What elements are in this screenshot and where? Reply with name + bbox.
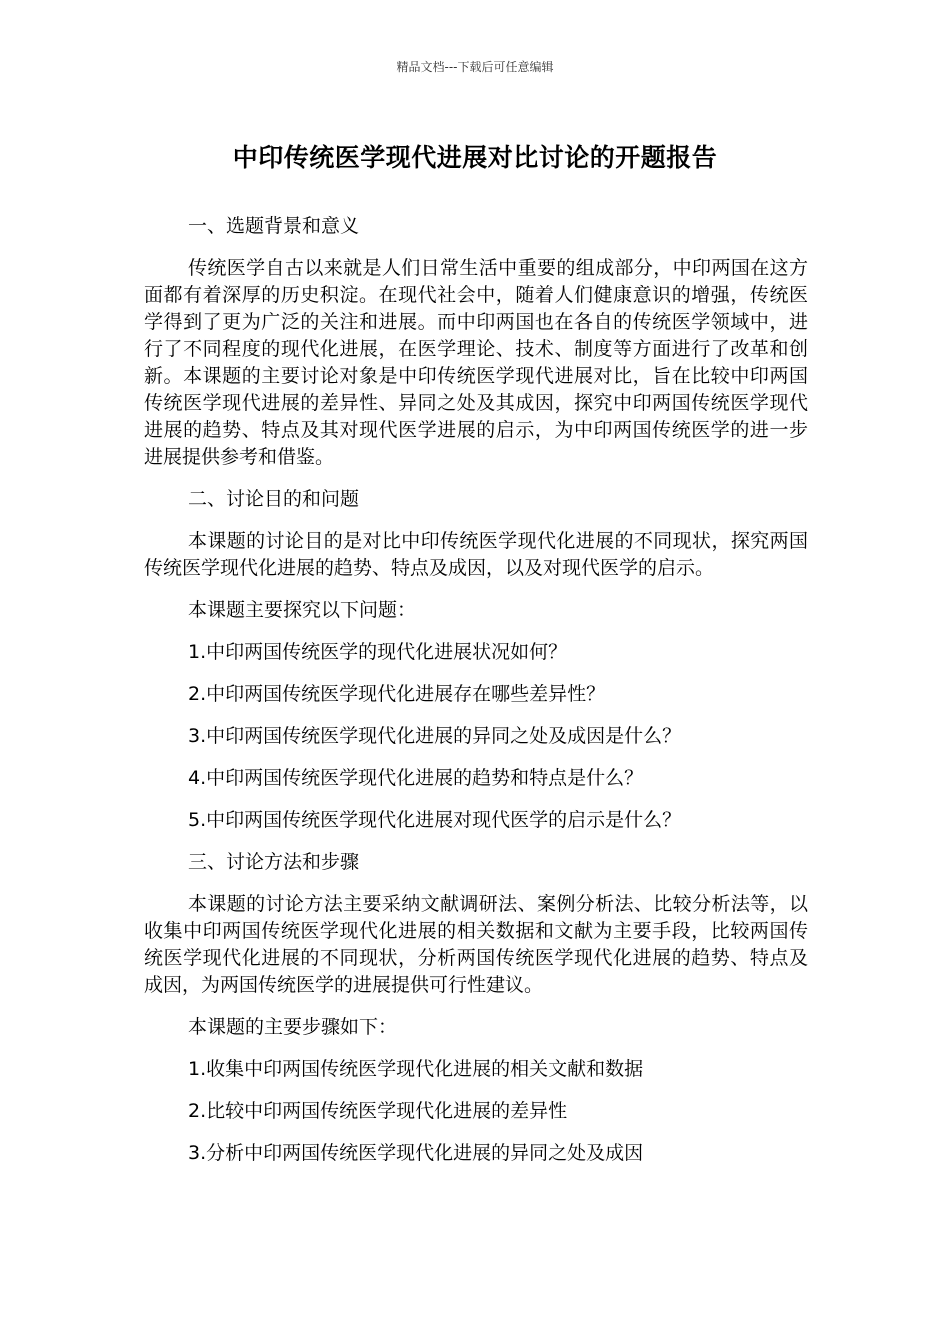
section-heading: 一、选题背景和意义 bbox=[188, 215, 360, 237]
document-body bbox=[144, 213, 808, 1182]
body-paragraph: 本课题的讨论方法主要采纳文献调研法、案例分析法、比较分析法等，以收集中印两国传统医学现代化进展的相关数据和文献为主要手段，比较两国传统医学现代化进展的不同现状，分析两国传统医学现代化进展的趋势、特点及成因，为两国传统医学的进展提供可行性建议。 bbox=[144, 893, 808, 996]
list-item: 5.中印两国传统医学现代化进展对现代医学的启示是什么？ bbox=[188, 809, 682, 831]
body-paragraph: 传统医学自古以来就是人们日常生活中重要的组成部分，中印两国在这方面都有着深厚的历史积淀。在现代社会中，随着人们健康意识的增强，传统医学得到了更为广泛的关注和进展。而中印两国也在各自的传统医学领域中，进行了不同程度的现代化进展，在医学理论、技术、制度等方面进行了改革和创新。本课题的主要讨论对象是中印传统医学现代进展对比，旨在比较中印两国传统医学现代进展的差异性、异同之处及其成因，探究中印两国传统医学现代进展的趋势、特点及其对现代医学进展的启示，为中印两国传统医学的进一步进展提供参考和借鉴。 bbox=[144, 257, 808, 468]
list-intro: 本课题主要探究以下问题： bbox=[188, 599, 417, 621]
list-intro: 本课题的主要步骤如下： bbox=[188, 1016, 398, 1038]
list-item: 2.比较中印两国传统医学现代化进展的差异性 bbox=[188, 1100, 568, 1122]
list-item: 3.分析中印两国传统医学现代化进展的异同之处及成因 bbox=[188, 1142, 644, 1164]
list-item: 1.收集中印两国传统医学现代化进展的相关文献和数据 bbox=[188, 1058, 644, 1080]
list-item: 2.中印两国传统医学现代化进展存在哪些差异性？ bbox=[188, 683, 606, 705]
section-heading: 三、讨论方法和步骤 bbox=[188, 851, 360, 873]
body-paragraph: 本课题的讨论目的是对比中印传统医学现代化进展的不同现状，探究两国传统医学现代化进展的趋势、特点及成因，以及对现代医学的启示。 bbox=[144, 530, 808, 579]
list-item: 1.中印两国传统医学的现代化进展状况如何？ bbox=[188, 641, 568, 663]
list-item: 4.中印两国传统医学现代化进展的趋势和特点是什么？ bbox=[188, 767, 644, 789]
document-title: 中印传统医学现代进展对比讨论的开题报告 bbox=[232, 143, 718, 172]
header-note: 精品文档---下载后可任意编辑 bbox=[396, 60, 554, 74]
section-heading: 二、讨论目的和问题 bbox=[188, 488, 360, 510]
list-item: 3.中印两国传统医学现代化进展的异同之处及成因是什么？ bbox=[188, 725, 682, 747]
